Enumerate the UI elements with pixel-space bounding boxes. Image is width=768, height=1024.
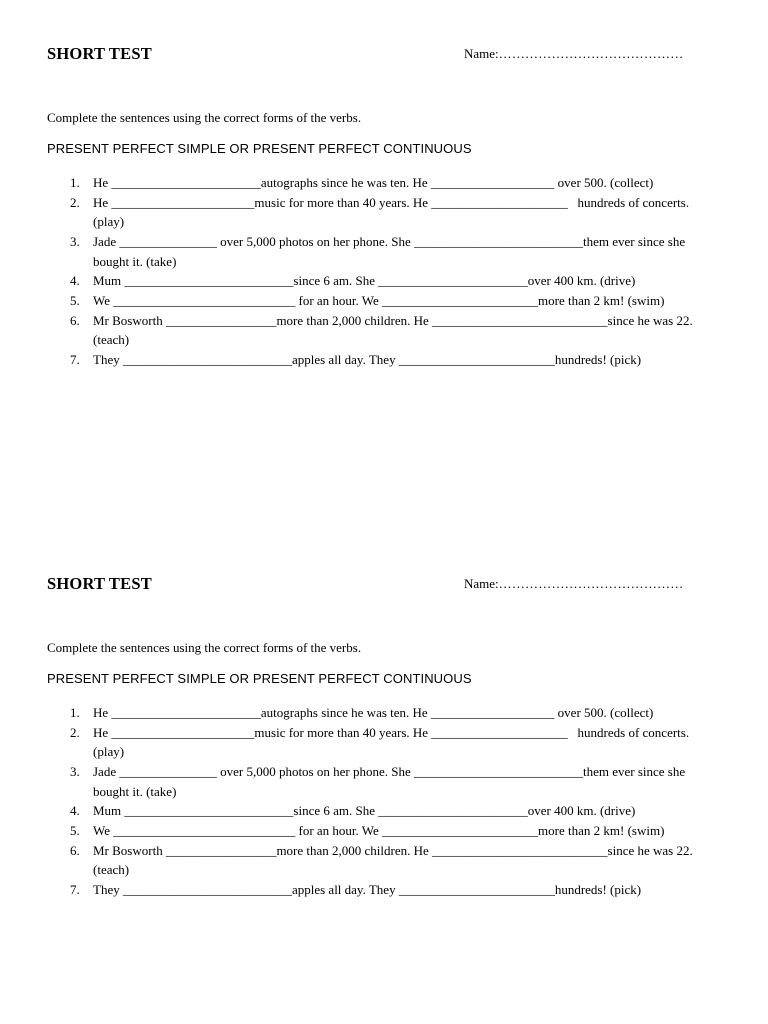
exercise-item — [0, 880, 723, 900]
item-number: 4. — [70, 803, 80, 819]
item-text: They __________________________apples all day. They ________________________hundreds! (pick) — [93, 882, 642, 898]
exercise-list — [0, 173, 768, 370]
name-label: Name: — [464, 576, 499, 591]
exercise-item — [0, 311, 723, 350]
instruction-text: Complete the sentences using the correct forms of the verbs. — [47, 640, 362, 655]
exercise-item — [0, 271, 723, 291]
item-text: He _______________________autographs since he was ten. He ___________________ over 500. (collect) — [93, 175, 654, 190]
exercise-item — [0, 723, 723, 762]
item-number: 3. — [70, 234, 80, 250]
item-text: We ____________________________ for an hour. We ________________________more than 2 km! (swim) — [93, 823, 665, 839]
name-dots: …………………………………… — [498, 46, 684, 61]
item-number: 6. — [70, 312, 80, 328]
exercise-item — [0, 193, 723, 232]
item-number: 2. — [70, 724, 80, 740]
exercise-item — [0, 703, 723, 723]
item-text: Mum __________________________since 6 am. She _______________________over 400 km. (drive) — [93, 803, 636, 819]
item-text: We ____________________________ for an hour. We ________________________more than 2 km! (swim) — [93, 293, 665, 309]
item-text: Mum __________________________since 6 am. She _______________________over 400 km. (drive) — [93, 273, 636, 289]
item-text: He ______________________music for more than 40 years. He _____________________ hundreds of concerts. (play) — [93, 194, 693, 230]
item-number: 5. — [70, 823, 80, 839]
item-number: 5. — [70, 293, 80, 309]
item-number: 6. — [70, 842, 80, 858]
item-number: 3. — [70, 764, 80, 780]
item-text: He _______________________autographs since he was ten. He ___________________ over 500. (collect) — [93, 705, 654, 720]
instruction-text: Complete the sentences using the correct forms of the verbs. — [47, 110, 362, 125]
item-text: Mr Bosworth _________________more than 2,000 children. He ___________________________since he was 22. (teach) — [93, 312, 696, 348]
exercise-item — [0, 821, 723, 841]
item-text: He ______________________music for more than 40 years. He _____________________ hundreds of concerts. (play) — [93, 724, 693, 760]
item-text: They __________________________apples all day. They ________________________hundreds! (pick) — [93, 352, 642, 368]
item-number: 7. — [70, 882, 80, 898]
section-heading: PRESENT PERFECT SIMPLE OR PRESENT PERFECT CONTINUOUS — [47, 141, 472, 156]
test-title: SHORT TEST — [47, 574, 152, 593]
name-label: Name: — [464, 46, 499, 61]
exercise-list — [0, 703, 768, 900]
item-number: 1. — [70, 175, 80, 190]
section-heading: PRESENT PERFECT SIMPLE OR PRESENT PERFECT CONTINUOUS — [47, 671, 472, 686]
name-dots: …………………………………… — [498, 576, 684, 591]
item-text: Jade _______________ over 5,000 photos on her phone. She __________________________them ever since she bought it. (take) — [93, 764, 689, 799]
exercise-item — [0, 350, 723, 370]
exercise-item — [0, 291, 723, 311]
item-number: 2. — [70, 194, 80, 210]
item-text: Mr Bosworth _________________more than 2,000 children. He ___________________________since he was 22. (teach) — [93, 842, 696, 878]
exercise-item — [0, 232, 723, 271]
item-number: 7. — [70, 352, 80, 368]
test-title: SHORT TEST — [47, 44, 152, 63]
exercise-item — [0, 173, 723, 193]
item-number: 1. — [70, 705, 80, 720]
exercise-item — [0, 762, 723, 801]
item-number: 4. — [70, 273, 80, 289]
name-field — [464, 46, 683, 62]
name-field — [464, 576, 683, 592]
exercise-item — [0, 841, 723, 880]
exercise-item — [0, 801, 723, 821]
item-text: Jade _______________ over 5,000 photos on her phone. She __________________________them ever since she bought it. (take) — [93, 234, 689, 269]
